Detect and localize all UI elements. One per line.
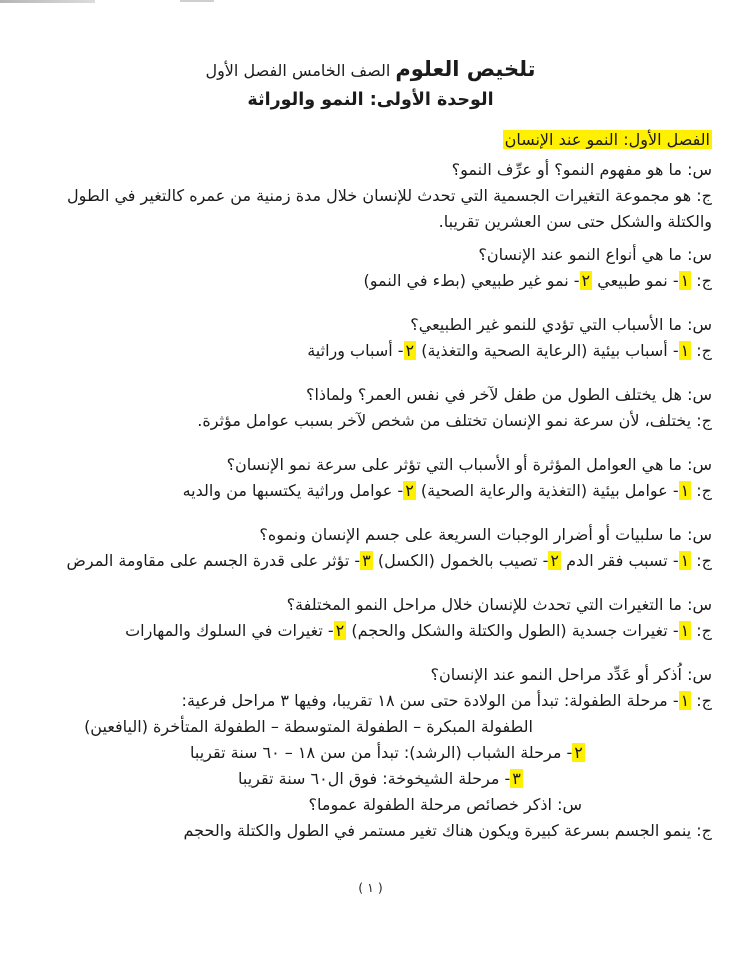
text-segment: ج:	[691, 481, 712, 500]
doc-header	[29, 54, 712, 152]
question-line	[29, 522, 712, 548]
text-segment: ج: هو مجموعة التغيرات الجسمية التي تحدث للإنسان خلال مدة زمنية من عمره كالتغير في الطول	[67, 186, 712, 205]
text-segment: س: ما سلبيات أو أضرار الوجبات السريعة على جسم الإنسان ونموه؟	[259, 525, 712, 544]
text-segment: س: ما الأسباب التي تؤدي للنمو غير الطبيعي؟	[410, 315, 712, 334]
highlighted-number: ٢	[335, 621, 345, 640]
text-segment: ج:	[691, 691, 712, 710]
answer-line	[29, 714, 712, 740]
text-segment: - أسباب بيئية (الرعاية الصحية والتغذية)	[416, 341, 679, 360]
highlighted-number: ٢	[405, 341, 415, 360]
question-line	[29, 792, 712, 818]
text-segment: - تسبب فقر الدم	[561, 551, 679, 570]
question-line	[29, 157, 712, 183]
answer-line	[29, 183, 712, 209]
highlighted-number: ١	[680, 271, 690, 290]
text-segment: - نمو غير طبيعي (بطء في النمو)	[363, 271, 580, 290]
highlighted-number: ٢	[574, 743, 583, 762]
answer-line	[29, 818, 712, 844]
highlighted-number: ١	[680, 621, 690, 640]
question-line	[29, 312, 712, 338]
highlighted-number: ٣	[512, 769, 521, 788]
unit-title: الوحدة الأولى: النمو والوراثة	[247, 90, 494, 110]
scan-edge-artifact	[180, 0, 214, 2]
q8-growth-stages	[29, 662, 712, 792]
answer-line	[29, 478, 712, 504]
question-line	[29, 592, 712, 618]
question-line	[29, 242, 712, 268]
text-segment: - مرحلة الشيخوخة: فوق ال٦٠ سنة تقريبا	[238, 769, 511, 788]
highlighted-number: ٢	[581, 271, 591, 290]
answer-line	[29, 548, 712, 574]
q5-growth-factors	[29, 452, 712, 504]
doc-title-grade: الصف الخامس الفصل الأول	[205, 61, 396, 80]
text-segment: الطفولة المبكرة – الطفولة المتوسطة – الطفولة المتأخرة (اليافعين)	[84, 717, 533, 736]
q2-growth-types	[29, 242, 712, 294]
q4-height-difference	[29, 382, 712, 434]
text-segment: س: هل يختلف الطول من طفل لآخر في نفس العمر؟ ولماذا؟	[305, 385, 712, 404]
text-segment: س: ما هو مفهوم النمو؟ أو عرِّف النمو؟	[451, 160, 712, 179]
text-segment: - تغيرات في السلوك والمهارات	[125, 621, 334, 640]
text-segment: - مرحلة الطفولة: تبدأ من الولادة حتى سن ١٨ تقريبا، وفيها ٣ مراحل فرعية:	[181, 691, 679, 710]
qa-content	[29, 157, 712, 844]
text-segment: س: ما هي العوامل المؤثرة أو الأسباب التي تؤثر على سرعة نمو الإنسان؟	[226, 455, 712, 474]
text-segment: ج: ينمو الجسم بسرعة كبيرة ويكون هناك تغير مستمر في الطول والكتلة والحجم	[183, 821, 712, 840]
text-segment: - عوامل وراثية يكتسبها من والديه	[182, 481, 404, 500]
text-segment: ج:	[691, 271, 712, 290]
doc-title	[29, 54, 712, 86]
text-segment: س: اذكر خصائص مرحلة الطفولة عموما؟	[308, 795, 582, 814]
text-segment: - أسباب وراثية	[307, 341, 404, 360]
q6-fast-food-harms	[29, 522, 712, 574]
answer-line	[29, 618, 712, 644]
answer-line	[29, 209, 712, 235]
scan-edge-artifact	[0, 0, 95, 3]
text-segment: والكتلة والشكل حتى سن العشرين تقريبا.	[438, 212, 712, 231]
q9-childhood-characteristics	[29, 792, 712, 844]
highlighted-number: ١	[680, 551, 690, 570]
text-segment: - مرحلة الشباب (الرشد): تبدأ من سن ١٨ – ٦٠ سنة تقريبا	[190, 743, 573, 762]
text-segment: - تؤثر على قدرة الجسم على مقاومة المرض	[66, 551, 361, 570]
text-segment: س: اُذكر أو عَدِّد مراحل النمو عند الإنسان؟	[430, 665, 712, 684]
text-segment: - تغيرات جسدية (الطول والكتلة والشكل والحجم)	[346, 621, 679, 640]
q3-abnormal-growth-causes	[29, 312, 712, 364]
highlighted-number: ١	[680, 341, 690, 360]
highlighted-number: ٢	[405, 481, 414, 500]
answer-line	[29, 766, 712, 792]
q1-growth-definition	[29, 157, 712, 235]
text-segment: - نمو طبيعي	[592, 271, 679, 290]
question-line	[29, 662, 712, 688]
chapter-heading	[29, 127, 712, 152]
question-line	[29, 382, 712, 408]
text-segment: ج:	[691, 551, 712, 570]
q7-growth-stage-changes	[29, 592, 712, 644]
answer-line	[29, 740, 712, 766]
text-segment: ج:	[691, 621, 712, 640]
text-segment: س: ما هي أنواع النمو عند الإنسان؟	[478, 245, 712, 264]
highlighted-number: ٢	[550, 551, 560, 570]
doc-title-brand: تلخيص العلوم	[395, 57, 536, 81]
highlighted-number: ١	[680, 481, 690, 500]
answer-line	[29, 268, 712, 294]
answer-line	[29, 338, 712, 364]
question-line	[29, 452, 712, 478]
text-segment: - تصيب بالخمول (الكسل)	[372, 551, 549, 570]
text-segment: س: ما التغيرات التي تحدث للإنسان خلال مراحل النمو المختلفة؟	[286, 595, 712, 614]
text-segment: ج: يختلف، لأن سرعة نمو الإنسان تختلف من شخص لآخر بسبب عوامل مؤثرة.	[197, 411, 712, 430]
answer-line	[29, 688, 712, 714]
highlighted-number: ٣	[362, 551, 371, 570]
text-segment: - عوامل بيئية (التغذية والرعاية الصحية)	[415, 481, 679, 500]
chapter-highlight: الفصل الأول: النمو عند الإنسان	[504, 130, 710, 149]
text-segment: ج:	[691, 341, 712, 360]
highlighted-number: ١	[680, 691, 690, 710]
page-number: ( ١ )	[358, 880, 383, 895]
answer-line	[29, 408, 712, 434]
